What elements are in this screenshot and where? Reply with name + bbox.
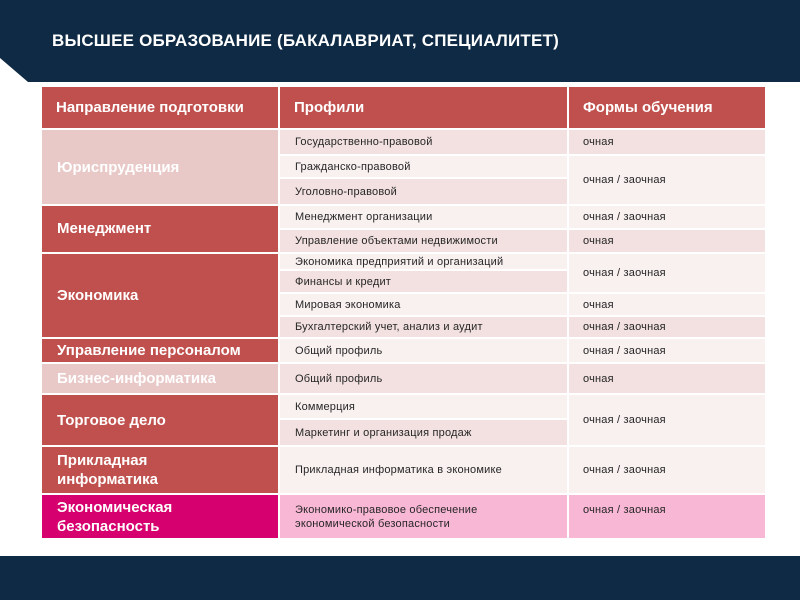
form-cell: очная / заочная <box>569 254 765 292</box>
page-title: ВЫСШЕЕ ОБРАЗОВАНИЕ (БАКАЛАВРИАТ, СПЕЦИАЛИТЕТ) <box>52 31 559 50</box>
direction-cell: Управление персоналом <box>42 339 278 362</box>
footer-bar <box>0 556 800 600</box>
form-cell: очная <box>569 230 765 252</box>
direction-cell: Юриспруденция <box>42 130 278 204</box>
profile-cell: Государственно-правовой <box>280 130 567 154</box>
form-cell: очная / заочная <box>569 317 765 337</box>
form-cell-bg <box>569 523 765 538</box>
profile-cell: Коммерция <box>280 395 567 418</box>
profile-cell: Финансы и кредит <box>280 271 567 292</box>
direction-cell: Менеджмент <box>42 206 278 252</box>
direction-cell: Прикладная информатика <box>42 447 222 493</box>
profile-cell: Экономико-правовое обеспечение экономической безопасности <box>280 495 567 538</box>
form-cell: очная / заочная <box>569 339 765 362</box>
column-header-direction: Направление подготовки <box>42 87 278 128</box>
column-header-profiles: Профили <box>280 87 567 128</box>
form-cell: очная <box>569 364 765 393</box>
direction-cell: Бизнес-информатика <box>42 364 278 393</box>
profile-cell: Управление объектами недвижимости <box>280 230 567 252</box>
profile-cell: Бухгалтерский учет, анализ и аудит <box>280 317 567 337</box>
direction-cell: Экономика <box>42 254 278 337</box>
profile-cell: Прикладная информатика в экономике <box>280 447 567 493</box>
profile-cell: Мировая экономика <box>280 294 567 315</box>
direction-cell: Торговое дело <box>42 395 278 445</box>
form-cell: очная / заочная <box>569 395 765 445</box>
profile-cell: Маркетинг и организация продаж <box>280 420 567 445</box>
form-cell: очная <box>569 294 765 315</box>
form-cell: очная / заочная <box>569 156 765 204</box>
profile-cell: Гражданско-правовой <box>280 156 567 177</box>
profile-cell: Общий профиль <box>280 339 567 362</box>
column-header-forms: Формы обучения <box>569 87 765 128</box>
form-cell: очная / заочная <box>569 206 765 228</box>
form-cell: очная / заочная <box>569 447 765 493</box>
form-cell: очная / заочная <box>569 495 765 525</box>
profile-cell: Общий профиль <box>280 364 567 393</box>
form-cell: очная <box>569 130 765 154</box>
profile-cell: Уголовно-правовой <box>280 179 567 204</box>
profile-cell: Экономика предприятий и организаций <box>280 254 567 269</box>
profile-cell: Менеджмент организации <box>280 206 567 228</box>
direction-cell: Экономическая безопасность <box>42 495 278 538</box>
